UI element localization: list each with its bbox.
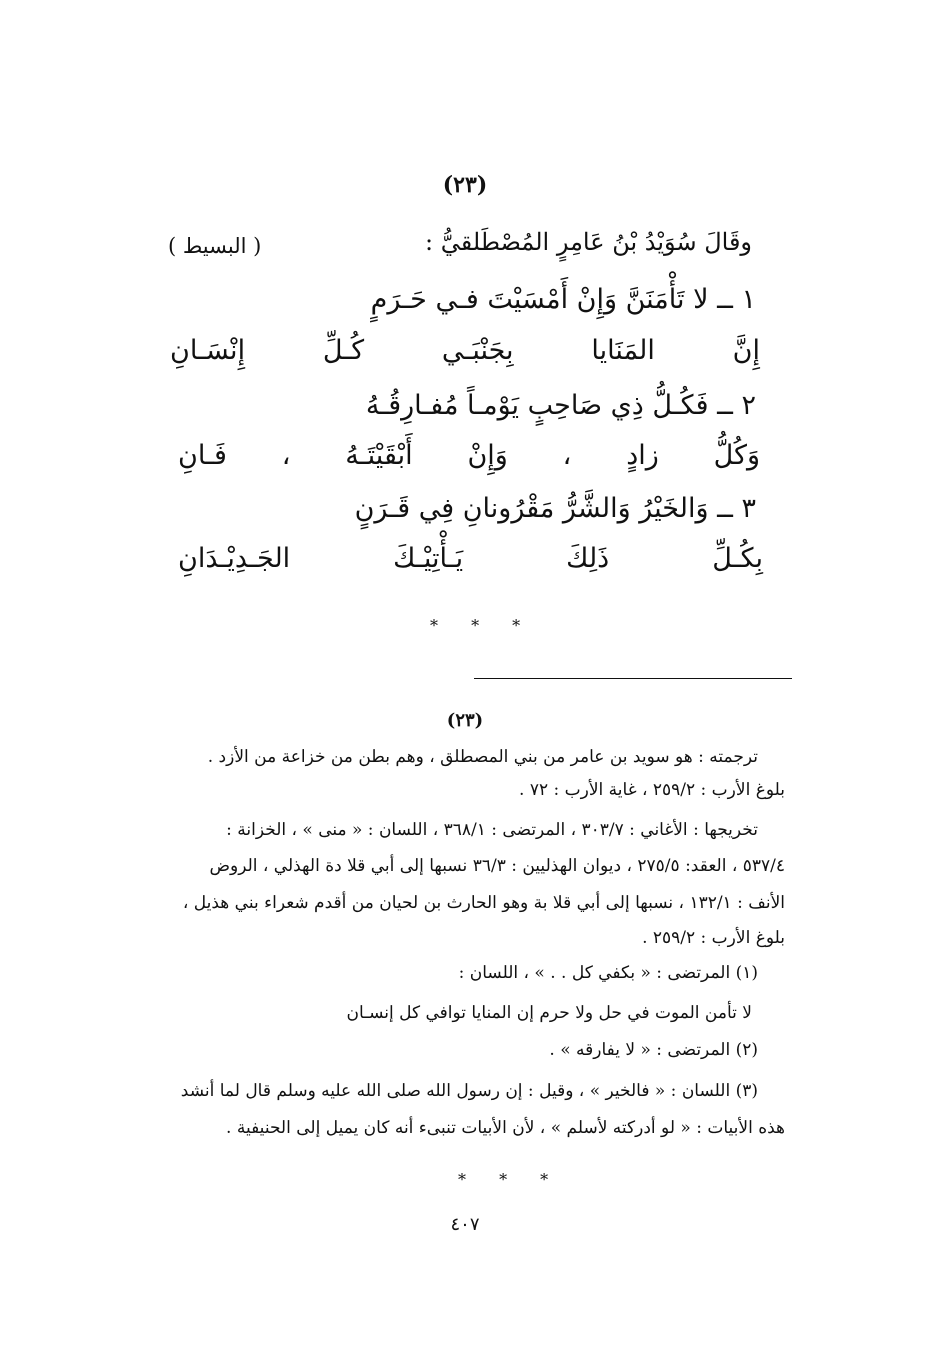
verse-3-first-hemistich: ٣ ــ وَالخَيْرُ وَالشَّرُّ مَقْرُونانِ فِي قَـرَنٍ: [354, 493, 756, 524]
note-line: بلوغ الأرب : ٢٥٩/٢ ، غاية الأرب : ٧٢ .: [519, 780, 785, 800]
footnote-divider: [474, 678, 792, 679]
verse-2-first-hemistich: ٢ ــ فَكُـلُّ ذِي صَاحِبٍ يَوْمـاً مُفـارِقُـهُ: [365, 390, 756, 421]
poem-separator: * * *: [430, 616, 535, 635]
note-line: (١) المرتضى : « بكفي كل . . » ، اللسان :: [458, 963, 758, 983]
note-line: هذه الأبيات : « لو أدركته لأسلم » ، لأن الأبيات تنبىء أنه كان يميل إلى الحنيفية .: [226, 1118, 785, 1138]
poem-intro: وقَالَ سُوَيْدُ بْنُ عَامِرٍ المُصْطَلقيُّ :: [425, 228, 752, 256]
page-number: ٤٠٧: [450, 1214, 480, 1235]
note-line: تخريجها : الأغاني : ٣٠٣/٧ ، المرتضى : ٣٦٨/١ ، اللسان : « منى » ، الخزانة :: [226, 820, 758, 840]
note-line: الأنف : ١٣٢/١ ، نسبها إلى أبي قلا بة وهو الحارث بن لحيان من أقدم شعراء بني هذيل ،: [182, 893, 785, 913]
note-verse-line: لا تأمن الموت في حل ولا حرم إن المنايا توافي كل إنسـان: [346, 1003, 752, 1023]
note-line: بلوغ الأرب : ٢٥٩/٢ .: [642, 928, 785, 948]
poem-meter: ( البسيط ): [168, 234, 262, 258]
verse-1-first-hemistich: ١ ــ لا تَأْمَنَنَّ وَإِنْ أَمْسَيْتَ فـي حَـرَمٍ: [370, 284, 756, 315]
note-line: ترجمته : هو سويد بن عامر من بني المصطلق ، وهم بطن من خزاعة من الأزد .: [207, 747, 758, 767]
verse-3-second-hemistich: بِكُـلِّ ذَلِكَ يَـأْتِيْـكَ الجَـدِيْـدَانِ: [178, 543, 763, 574]
notes-number: (٢٣): [446, 710, 484, 731]
verse-1-second-hemistich: إِنَّ المَنَايا بِجَنْبَـي كُـلِّ إِنْسَـانِ: [170, 335, 760, 366]
notes-separator: * * *: [458, 1170, 563, 1189]
note-line: (٢) المرتضى : « لا يفارقه » .: [549, 1040, 758, 1060]
note-line: (٣) اللسان : « فالخير » ، وقيل : إن رسول الله صلى الله عليه وسلم قال لما أنشد: [180, 1081, 758, 1101]
poem-number: (٢٣): [442, 172, 488, 198]
verse-2-second-hemistich: وَكُلُّ زادٍ ، وَإِنْ أَبْقَيْتَـهُ ، فَـانِ: [178, 440, 760, 471]
note-line: ٥٣٧/٤ ، العقد: ٢٧٥/٥ ، ديوان الهذليين : ٣٦/٣ نسبها إلى أبي قلا دة الهذلي ، الروض: [209, 856, 785, 876]
